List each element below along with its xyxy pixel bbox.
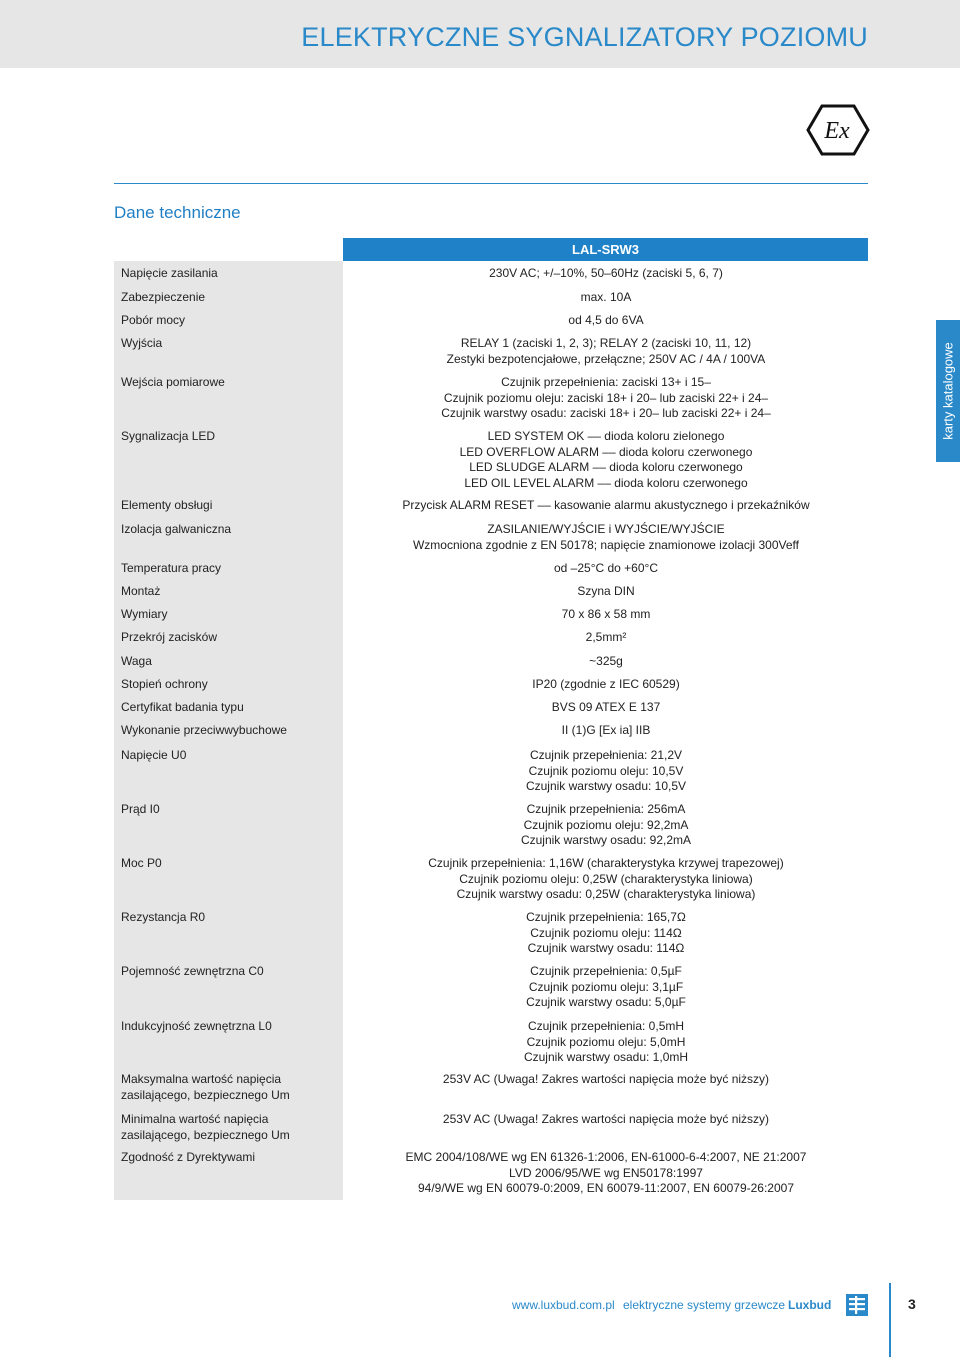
- spec-label: Wykonanie przeciwwybuchowe: [121, 723, 287, 737]
- spec-label: Certyfikat badania typu: [121, 700, 244, 714]
- spec-label: Maksymalna wartość napięcia zasilającego, bezpiecznego Um: [121, 1072, 290, 1102]
- spec-value: Czujnik przepełnienia: 21,2V Czujnik poziomu oleju: 10,5V Czujnik warstwy osadu: 10,5V: [525, 748, 687, 793]
- spec-value: Czujnik przepełnienia: 165,7Ω Czujnik poziomu oleju: 114Ω Czujnik warstwy osadu: 114Ω: [526, 910, 686, 955]
- side-tab-label: karty katalogowe: [940, 342, 956, 440]
- footer-separator: [889, 1283, 891, 1357]
- spec-label: Izolacja galwaniczna: [121, 522, 232, 536]
- spec-label: Waga: [121, 654, 152, 668]
- spec-value: Czujnik przepełnienia: 256mA Czujnik poziomu oleju: 92,2mA Czujnik warstwy osadu: 92,2mA: [520, 802, 692, 847]
- spec-value: od 4,5 do 6VA: [568, 313, 644, 327]
- spec-value: Szyna DIN: [577, 584, 635, 598]
- page-title: ELEKTRYCZNE SYGNALIZATORY POZIOMU: [301, 22, 868, 52]
- spec-value: II (1)G [Ex ia] IIB: [561, 723, 651, 737]
- footer-brand: Luxbud: [788, 1298, 832, 1312]
- spec-value: Czujnik przepełnienia: 1,16W (charakterystyka krzywej trapezowej) Czujnik poziomu oleju: 0,25W (charakterystyka liniowa) Czujnik warstwy osadu: 0,25W (charakterystyka liniowa): [428, 856, 784, 901]
- header-divider: [114, 183, 868, 184]
- spec-value: 2,5mm²: [585, 630, 627, 644]
- spec-value: 230V AC; +/–10%, 50–60Hz (zaciski 5, 6, 7): [489, 266, 723, 280]
- footer-description: elektryczne systemy grzewcze: [623, 1298, 786, 1312]
- spec-label: Montaż: [121, 584, 161, 598]
- spec-label: Moc P0: [121, 856, 162, 870]
- spec-value: Przycisk ALARM RESET –– kasowanie alarmu akustycznego i przekaźników: [402, 498, 810, 512]
- spec-label: Wymiary: [121, 607, 168, 621]
- spec-value: Czujnik przepełnienia: 0,5µF Czujnik poziomu oleju: 3,1µF Czujnik warstwy osadu: 5,0µF: [526, 964, 686, 1009]
- page-header: [0, 0, 960, 68]
- spec-value: Czujnik przepełnienia: 0,5mH Czujnik poziomu oleju: 5,0mH Czujnik warstwy osadu: 1,0mH: [523, 1019, 689, 1064]
- spec-label: Rezystancja R0: [121, 910, 206, 924]
- spec-value: 253V AC (Uwaga! Zakres wartości napięcia może być niższy): [442, 1072, 770, 1086]
- spec-label: Napięcie U0: [121, 748, 187, 762]
- spec-label: Przekrój zacisków: [121, 630, 218, 644]
- spec-label: Elementy obsługi: [121, 498, 213, 512]
- atex-ex-icon: [806, 104, 870, 156]
- svg-text:Ex: Ex: [824, 118, 850, 144]
- spec-label: Zgodność z Dyrektywami: [121, 1150, 256, 1164]
- spec-label: Zabezpieczenie: [121, 290, 206, 304]
- spec-label: Minimalna wartość napięcia zasilającego, bezpiecznego Um: [121, 1112, 290, 1142]
- spec-label: Wyjścia: [121, 336, 163, 350]
- spec-value: RELAY 1 (zaciski 1, 2, 3); RELAY 2 (zaciski 10, 11, 12) Zestyki bezpotencjałowe, przełączne; 250V AC / 4A / 100VA: [446, 336, 766, 366]
- section-title: Dane techniczne: [114, 203, 241, 222]
- spec-value: 253V AC (Uwaga! Zakres wartości napięcia może być niższy): [442, 1112, 770, 1126]
- spec-value: BVS 09 ATEX E 137: [551, 700, 661, 714]
- spec-value: ZASILANIE/WYJŚCIE i WYJŚCIE/WYJŚCIE Wzmocniona zgodnie z EN 50178; napięcie znamionowe izolacji 300Veff: [412, 522, 799, 552]
- spec-label: Pobór mocy: [121, 313, 186, 327]
- spec-label: Temperatura pracy: [121, 561, 222, 575]
- spec-value: IP20 (zgodnie z IEC 60529): [532, 677, 680, 691]
- spec-label: Napięcie zasilania: [121, 266, 218, 280]
- spec-label: Indukcyjność zewnętrzna L0: [121, 1019, 272, 1033]
- spec-value: 70 x 86 x 58 mm: [561, 607, 651, 621]
- spec-value: Czujnik przepełnienia: zaciski 13+ i 15– Czujnik poziomu oleju: zaciski 18+ i 20– lub zaciski 22+ i 24– Czujnik warstwy osadu: zaciski 18+ i 20– lub zaciski 22+ i 24–: [441, 375, 771, 420]
- spec-label: Sygnalizacja LED: [121, 429, 216, 443]
- spec-label: Stopień ochrony: [121, 677, 208, 691]
- spec-value: max. 10A: [580, 290, 632, 304]
- spec-label: Wejścia pomiarowe: [121, 375, 225, 389]
- spec-value: LED SYSTEM OK –– dioda koloru zielonego LED OVERFLOW ALARM –– dioda koloru czerwonego LED SLUDGE ALARM –– dioda koloru czerwonego LED OIL LEVEL ALARM –– dioda koloru czerwonego: [459, 429, 753, 490]
- spec-label: Pojemność zewnętrzna C0: [121, 964, 264, 978]
- footer-url[interactable]: www.luxbud.com.pl: [512, 1298, 615, 1312]
- spec-label: Prąd I0: [121, 802, 160, 816]
- spec-value: ~325g: [589, 654, 623, 668]
- side-tab[interactable]: [936, 320, 960, 462]
- luxbud-logo-icon: [846, 1294, 868, 1316]
- spec-value: EMC 2004/108/WE wg EN 61326-1:2006, EN-61000-6-4:2007, NE 21:2007 LVD 2006/95/WE wg EN50178:1997 94/9/WE wg EN 60079-0:2009, EN 60079-11:2007, EN 60079-26:2007: [405, 1150, 807, 1195]
- model-header: LAL-SRW3: [343, 238, 868, 261]
- page-number: 3: [908, 1296, 916, 1312]
- spec-value: od –25°C do +60°C: [553, 561, 658, 575]
